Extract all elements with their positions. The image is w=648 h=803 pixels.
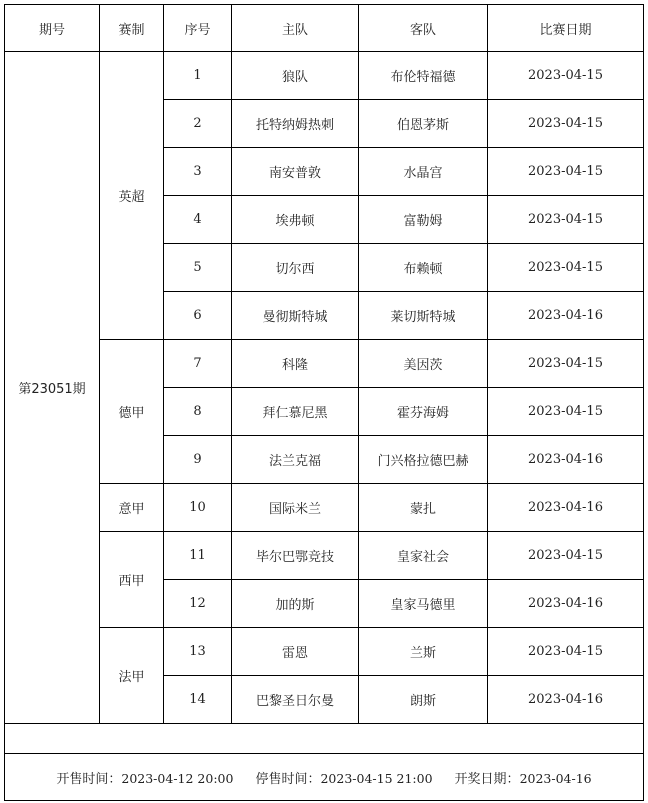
header-away-team: 客队 [359, 5, 488, 52]
away-team: 兰斯 [359, 628, 488, 676]
match-number: 11 [164, 532, 232, 580]
match-date: 2023-04-15 [488, 100, 644, 148]
header-period: 期号 [5, 5, 100, 52]
match-number: 6 [164, 292, 232, 340]
league-cell: 德甲 [100, 340, 164, 484]
away-team: 皇家社会 [359, 532, 488, 580]
away-team: 布赖顿 [359, 244, 488, 292]
league-cell: 英超 [100, 52, 164, 340]
period-cell: 第23051期 [5, 52, 100, 724]
match-number: 1 [164, 52, 232, 100]
header-match-date: 比赛日期 [488, 5, 644, 52]
match-date: 2023-04-15 [488, 52, 644, 100]
table-row [5, 532, 644, 580]
away-team: 美因茨 [359, 340, 488, 388]
match-date: 2023-04-16 [488, 484, 644, 532]
away-team: 水晶宫 [359, 148, 488, 196]
table-row [5, 340, 644, 388]
footer-cell [5, 754, 644, 801]
league-cell: 法甲 [100, 628, 164, 724]
league-cell: 意甲 [100, 484, 164, 532]
away-team: 莱切斯特城 [359, 292, 488, 340]
home-team: 法兰克福 [232, 436, 359, 484]
match-date: 2023-04-15 [488, 340, 644, 388]
home-team: 曼彻斯特城 [232, 292, 359, 340]
home-team: 切尔西 [232, 244, 359, 292]
match-number: 13 [164, 628, 232, 676]
home-team: 拜仁慕尼黑 [232, 388, 359, 436]
draw-date-label: 开奖日期： [454, 771, 520, 787]
home-team: 加的斯 [232, 580, 359, 628]
sale-stop-label: 停售时间： [255, 771, 321, 787]
header-home-team: 主队 [232, 5, 359, 52]
away-team: 朗斯 [359, 676, 488, 724]
home-team: 科隆 [232, 340, 359, 388]
header-row [5, 5, 644, 52]
sale-stop [255, 768, 432, 787]
empty-row [5, 724, 644, 754]
match-number: 12 [164, 580, 232, 628]
sale-start-label: 开售时间： [56, 771, 122, 787]
away-team: 门兴格拉德巴赫 [359, 436, 488, 484]
away-team: 布伦特福德 [359, 52, 488, 100]
match-date: 2023-04-16 [488, 676, 644, 724]
empty-cell [5, 724, 644, 754]
match-number: 3 [164, 148, 232, 196]
match-schedule-table [4, 4, 644, 801]
footer-row [5, 754, 644, 801]
sale-start-value: 2023-04-12 20:00 [121, 770, 234, 786]
header-number: 序号 [164, 5, 232, 52]
home-team: 国际米兰 [232, 484, 359, 532]
match-date: 2023-04-15 [488, 388, 644, 436]
match-date: 2023-04-15 [488, 244, 644, 292]
home-team: 南安普敦 [232, 148, 359, 196]
match-number: 10 [164, 484, 232, 532]
draw-date [455, 768, 592, 787]
table-row [5, 52, 644, 100]
header-league: 赛制 [100, 5, 164, 52]
home-team: 埃弗顿 [232, 196, 359, 244]
match-date: 2023-04-15 [488, 532, 644, 580]
match-number: 4 [164, 196, 232, 244]
away-team: 蒙扎 [359, 484, 488, 532]
match-date: 2023-04-15 [488, 196, 644, 244]
sale-info [5, 768, 643, 787]
match-number: 9 [164, 436, 232, 484]
match-date: 2023-04-15 [488, 148, 644, 196]
away-team: 富勒姆 [359, 196, 488, 244]
home-team: 巴黎圣日尔曼 [232, 676, 359, 724]
table-row [5, 484, 644, 532]
home-team: 毕尔巴鄂竞技 [232, 532, 359, 580]
table-row [5, 628, 644, 676]
match-date: 2023-04-15 [488, 628, 644, 676]
sale-stop-value: 2023-04-15 21:00 [320, 770, 433, 786]
match-date: 2023-04-16 [488, 580, 644, 628]
home-team: 狼队 [232, 52, 359, 100]
away-team: 皇家马德里 [359, 580, 488, 628]
match-date: 2023-04-16 [488, 292, 644, 340]
draw-date-value: 2023-04-16 [519, 770, 592, 786]
match-date: 2023-04-16 [488, 436, 644, 484]
match-number: 8 [164, 388, 232, 436]
away-team: 霍芬海姆 [359, 388, 488, 436]
away-team: 伯恩茅斯 [359, 100, 488, 148]
sale-start [56, 768, 233, 787]
home-team: 雷恩 [232, 628, 359, 676]
match-number: 2 [164, 100, 232, 148]
match-number: 7 [164, 340, 232, 388]
match-number: 5 [164, 244, 232, 292]
match-number: 14 [164, 676, 232, 724]
home-team: 托特纳姆热刺 [232, 100, 359, 148]
league-cell: 西甲 [100, 532, 164, 628]
